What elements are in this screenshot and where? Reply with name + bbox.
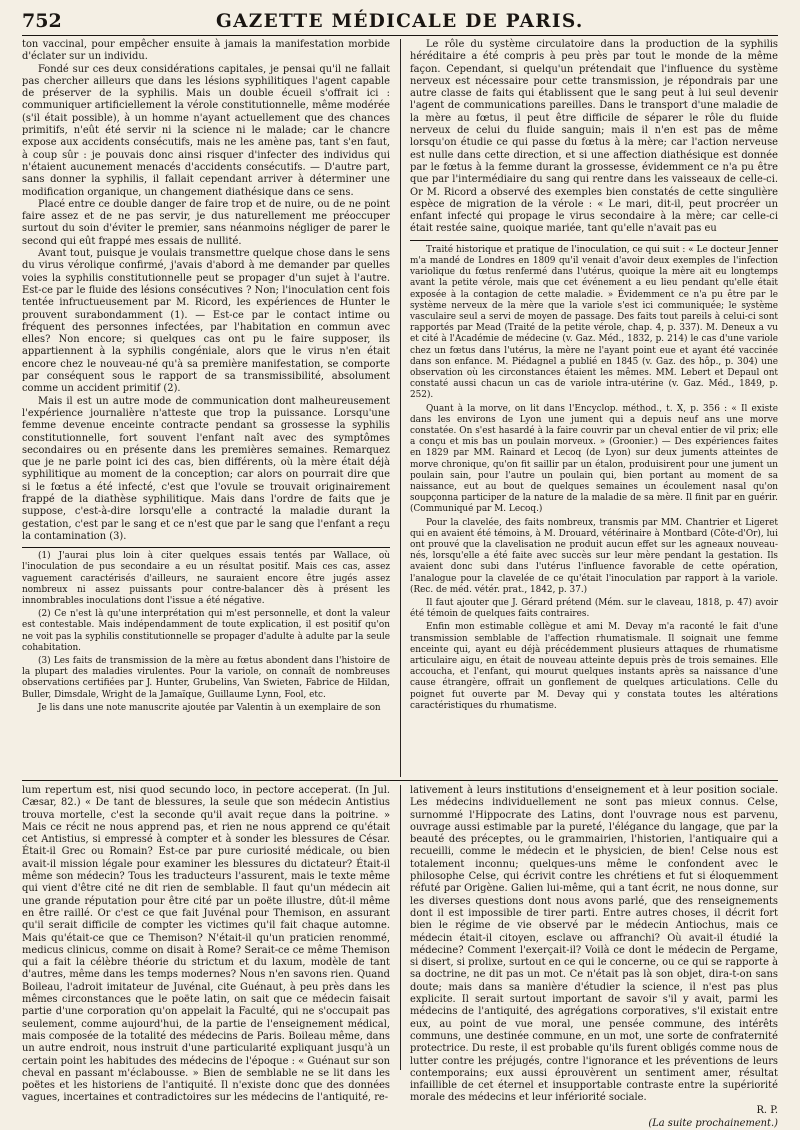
footnote: (3) Les faits de transmission de la mère au fœtus abondent dans l'histoire de la plupart des maladies virulentes. Pour la variole, on connaît de nombreuses observations certifiées par J. Hunter, Grubelins, Van Swieten, Fabrice de Hildan, Buller, Dimsdale, Wright de la Jamaïque, Guillaume Lynn, Fool, etc. [22,656,390,700]
paragraph: Placé entre ce double danger de faire trop et de nuire, ou de ne point faire assez et de ne pas servir, je dus naturellement me préoccuper surtout du soin d'éviter le premier, sans néanmoins négliger de parer le second qui eût frappé mes essais de nullité. [22,198,390,247]
continuation-note: (La suite prochainement.) [648,1118,778,1130]
author-signature: R. P. [756,1104,778,1116]
paragraph: Le rôle du système circulatoire dans la production de la syphilis héréditaire a été compris à peu près par tout le monde de la même façon. Cependant, si quelqu'un prétendait que l'influence du système nerveux est nécessaire pour cette transmission, je répondrais par une autre classe de faits qui établissent que le sang peut à lui seul devenir l'agent de communications pareilles. Dans le transport d'une maladie de la mère au fœtus, il peut être difficile de séparer le rôle du fluide nerveux de celui du fluide sanguin; mais il n'en est pas de même lorsqu'on étudie ce qui passe du fœtus à la mère; car l'action nerveuse est nulle dans cette direction, et si une affection diathésique est donnée par le fœtus à la femme durant la grossesse, évidemment ce n'a pu être que par l'intermédiaire du sang qui rentre dans les vaisseaux de celle-ci. Or M. Ricord a observé des exemples bien constatés de cette singulière espèce de migration de la vérole : « Le mari, dit-il, peut procréer un enfant infecté qui propage le virus secondaire à la mère; car celle-ci était restée saine, quoique mariée, tant qu'elle n'avait pas eu [410,39,778,235]
page-title: GAZETTE MÉDICALE DE PARIS. [216,11,584,32]
paragraph: Fondé sur ces deux considérations capitales, je pensai qu'il ne fallait pas chercher ailleurs que dans les lésions syphilitiques l'agent capable de préserver de la syphilis. Mais un double écueil s'offrait ici : communiquer artificiellement la vérole constitutionnelle, même modérée (s'il était possible), à un homme n'ayant actuellement que des chances primitifs, n'eût été servir ni la science ni le malade; car le chancre expose aux accidents consécutifs, mais ne les amène pas, tant s'en faut, à coup sûr : je pouvais donc ainsi risquer d'infecter des individus qui n'étaient aucunement menacés d'accidents consécutifs. — D'autre part, sans donner la syphilis, il fallait cependant arriver à déterminer une modification organique, un changement diathésique dans ce sens. [22,63,390,198]
note-paragraph: Pour la clavelée, des faits nombreux, transmis par MM. Chantrier et Ligeret qui en avaient été témoins, à M. Drouard, vétérinaire à Montbard (Côte-d'Or), lui ont prouvé que la clavelisation ne produit aucun effet sur les agneaux nouveau-nés, lorsqu'elle a été faite avec succès sur leur mère pendant la gestation. Ils avaient donc subi dans l'utérus l'influence favorable de cette opération, l'analogue pour la clavelée de ce qu'était l'inoculation par rapport à la variole. (Rec. de méd. vétér. prat., 1842, p. 37.) [410,517,778,595]
bottom-section [22,785,778,1130]
top-section [22,39,778,777]
paragraph: ton vaccinal, pour empêcher ensuite à jamais la manifestation morbide d'éclater sur un individu. [22,39,390,63]
column-divider [400,39,401,777]
footnote: (2) Ce n'est là qu'une interprétation qui m'est personnelle, et dont la valeur est contestable. Mais indépendamment de toute explication, il est positif qu'on ne voit pas la syphilis constitutionnelle se propager d'adulte à adulte par la seule cohabitation. [22,609,390,653]
paragraph: Avant tout, puisque je voulais transmettre quelque chose dans le sens du virus vérolique confirmé, j'avais d'abord à me demander par quelles voies la syphilis constitutionnelle peut se propager d'un sujet à l'autre. Est-ce par le fluide des lésions consécutives ? Non; l'inoculation cent fois tentée infructueusement par M. Ricord, les expériences de Hunter le prouvent surabondamment (1). — Est-ce par le contact intime ou fréquent des personnes infectées, par l'habitation en commun avec elles? Non encore; si quelques cas ont pu le faire supposer, ils appartiennent à la syphilis congéniale, alors que le virus n'en était encore chez le nouveau-né qu'à sa première manifestation, se comporte par conséquent sous le rapport de sa transmissibilité, absolument comme un accident primitif (2). [22,248,390,395]
bottom-right-column [410,785,778,1130]
top-right-column [410,39,778,777]
note-paragraph: Quant à la morve, on lit dans l'Encyclop. méthod., t. X, p. 356 : « Il existe dans les environs de Lyon une jument qui a depuis neuf ans une morve constatée. On s'est hasardé à la faire couvrir par un cheval entier de vil prix; elle a conçu et mis bas un poulain morveux. » (Groonier.) — Des expériences faites en 1829 par MM. Rainard et Lecoq (de Lyon) sur deux juments atteintes de morve chronique, qu'on fit saillir par un étalon, produisirent pour une jument un poulain sain, pour l'autre un poulain qui, bien portant au moment de sa naissance, eut au bout de quelques semaines un écoulement nasal qu'on soupçonna participer de la nature de la maladie de sa mère. Il finit par en guérir. (Communiqué par M. Lecoq.) [410,403,778,515]
note-paragraph: Il faut ajouter que J. Gérard prétend (Mém. sur le claveau, 1818, p. 47) avoir été témoin de quelques faits contraires. [410,598,778,620]
footnote: (1) J'aurai plus loin à citer quelques essais tentés par Wallace, où l'inoculation de pus secondaire a eu un résultat positif. Mais ces cas, assez vaguement caractérisés d'ailleurs, ne sauraient encore être jugés assez nombreux ni assez puissants pour contre-balancer dès à présent les innombrables inoculations dont l'issue a été négative. [22,551,390,606]
column-divider [400,785,401,1070]
bottom-left-column [22,785,390,1104]
section-divider [22,780,778,781]
paragraph: lativement à leurs institutions d'enseignement et à leur position sociale. Les médecins individuellement ne sont pas mieux connus. Celse, surnommé l'Hippocrate des Latins, dont l'ouvrage nous est parvenu, ouvrage aussi estimable par la pureté, l'élégance du langage, que par la beauté des préceptes, ou le grammairien, l'historien, l'antiquaire qui a recueilli, comme le médecin et le physicien, de bien! Celse nous est totalement inconnu; quelques-uns même le confondent avec le philosophe Celse, qui écrivit contre les chrétiens et fut si éloquemment réfuté par Origène. Galien lui-même, qui a tant écrit, ne nous donne, sur les diverses questions dont nous avons parlé, que des renseignements dont il est impossible de tirer parti. Entre autres choses, il décrit fort bien le régime de vie observé par le médecin Antiochus, mais ce médecin était-il citoyen, esclave ou affranchi? Où avait-il étudié la médecine? Comment l'exerçait-il? Voilà ce dont le médecin de Pergame, si disert, si prolixe, surtout en ce qui le concerne, ou ce qui se rapporte à sa doctrine, ne dit pas un mot. Ce n'était pas là son objet, dira-t-on sans doute; mais dans sa manière d'étudier la science, il n'est pas plus explicite. Il serait surtout important de savoir s'il y avait, parmi les médecins de l'antiquité, des agrégations corporatives, s'il existait entre eux, au point de vue moral, une pensée commune, des intérêts communs, une destinée commune, en un mot, une sorte de confraternité protectrice. Du reste, il est probable qu'ils furent obligés comme nous de lutter contre les préjugés, contre l'ignorance et les préventions de leurs contemporains; eux aussi éprouvèrent un sentiment amer, résultat infaillible de cet éternel et insupportable contraste entre la supériorité morale des médecins et leur infériorité sociale. [410,785,778,1104]
section-rule [410,240,778,241]
page-number: 752 [22,10,62,32]
paragraph: Mais il est un autre mode de communication dont malheureusement l'expérience journalière n'atteste que trop la puissance. Lorsqu'une femme devenue enceinte contracte pendant sa grossesse la syphilis constitutionnelle, fort souvent l'enfant naît avec des symptômes secondaires ou en présente dans les premières semaines. Remarquez que je ne parle point ici des cas, bien différents, où la mère était déjà syphilitique au moment de la conception; car alors on pourrait dire que si le fœtus a été infecté, c'est que l'ovule se trouvait originairement frappé de la diathèse syphilitique. Mais dans l'ordre de faits que je suppose, c'est-à-dire lorsqu'elle a contracté la maladie durant la gestation, c'est par le sang et ce n'est que par le sang que l'enfant a reçu la contamination (3). [22,395,390,542]
footnote: Je lis dans une note manuscrite ajoutée par Valentin à un exemplaire de son [38,702,381,713]
footnote-rule [22,547,390,548]
page-header [22,10,778,36]
paragraph: lum repertum est, nisi quod secundo loco, in pectore acceperat. (In Jul. Cæsar, 82.) « De tant de blessures, la seule que son médecin Antistius trouva mortelle, c'est la seconde qu'il avait reçue dans la poitrine. » Mais ce récit ne nous apprend pas, et rien ne nous apprend ce qu'était cet Antistius, si empressé à compter et à sonder les blessures de César. Était-il Grec ou Romain? Est-ce par pure curiosité médicale, ou bien avait-il mission légale pour examiner les blessures du dictateur? Était-il même son médecin? Tous les traducteurs l'assurent, mais le texte même qui vient d'être cité ne dit rien de semblable. Il faut qu'un médecin ait une grande réputation pour être cité par un poëte illustre, dût-il même en être raillé. Or c'est ce que fait Juvénal pour Themison, en assurant qu'il serait difficile de compter les victimes qu'il fait chaque automne. Mais qu'était-ce que ce Themison? N'était-il qu'un praticien renommé, medicus clinicus, comme on disait à Rome? Serait-ce ce même Themison qui a fait la célèbre théorie du strictum et du laxum, modèle de tant d'autres, même dans les temps modernes? Nous n'en savons rien. Quand Boileau, l'adroit imitateur de Juvénal, cite Guénaut, à peu près dans les mêmes circonstances que le poëte latin, on sait que ce médecin faisait partie d'une corporation qu'on appelait la Faculté, qui ne s'occupait pas seulement, comme aujourd'hui, de la partie de l'enseignement médical, mais composée de la totalité des médecins de Paris. Boileau même, dans un autre endroit, nous instruit d'une particularité expliquant jusqu'à un certain point les habitudes des médecins de l'époque : « Guénaut sur son cheval en passant m'éclabousse. » Bien de semblable ne se lit dans les poëtes et les historiens de l'antiquité. Il n'existe donc que des données vagues, incertaines et contradictoires sur les médecins de l'antiquité, re- [22,785,390,1104]
note-paragraph: Traité historique et pratique de l'inoculation, ce qui suit : « Le docteur Jenner m'a mandé de Londres en 1809 qu'il venait d'avoir deux exemples de l'infection variolique du fœtus renfermé dans l'utérus, quoique la mère ait eu longtemps avant la petite vérole, mais que cet événement a eu lieu pendant qu'elle était exposée à la contagion de cette maladie. » Évidemment ce n'a pu être par le système nerveux de la mère que la variole s'est ici communiquée; le système vasculaire seul a servi de moyen de passage. Des faits tout pareils à celui-ci sont rapportés par Mead (Traité de la petite vérole, chap. 4, p. 337). M. Deneux a vu et cité à l'Académie de médecine (v. Gaz. Méd., 1832, p. 214) le cas d'une variole chez un fœtus dans l'utérus, la mère ne l'ayant point eue et ayant été vaccinée dans son enfance. M. Piédagnel a publié en 1845 (v. Gaz. des hôp., p. 304) une observation où les circonstances étaient les mêmes. MM. Lebert et Depaul ont constaté aussi chacun un cas de variole intra-utérine (v. Gaz. Méd., 1849, p. 252). [410,244,778,401]
note-paragraph: Enfin mon estimable collègue et ami M. Devay m'a raconté le fait d'une transmission semblable de l'affection rhumatismale. Il soignait une femme enceinte qui, ayant eu déjà précédemment plusieurs attaques de rhumatisme articulaire aigu, en était de nouveau atteinte depuis près de trois semaines. Elle accoucha, et l'enfant, qui mourut quelques instants après sa naissance d'une cause étrangère, offrait un gonflement de quelques articulations. Celle du poignet fut ouverte par M. Devay qui y constata toutes les altérations caractéristiques du rhumatisme. [410,622,778,711]
top-left-column [22,39,390,777]
